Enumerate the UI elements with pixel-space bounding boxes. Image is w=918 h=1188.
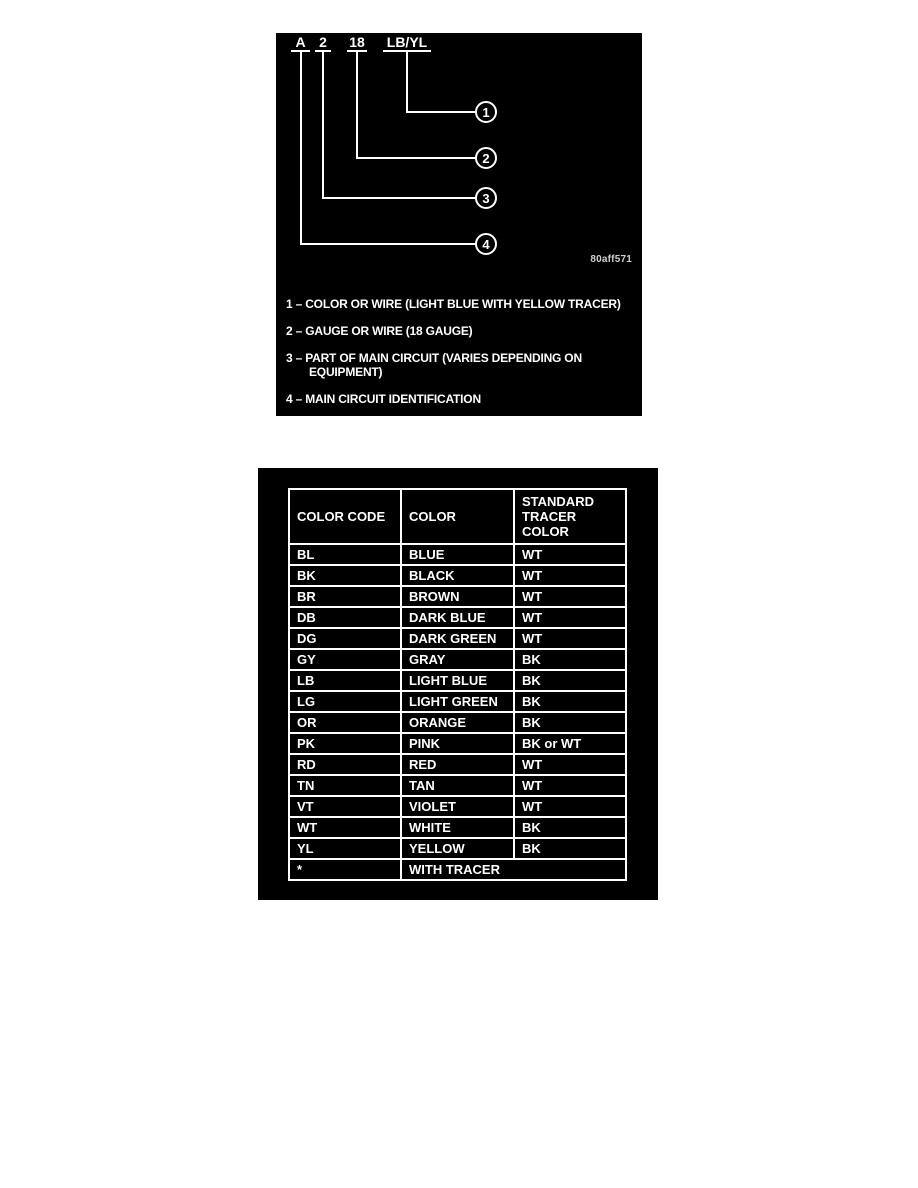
header-color: COLOR xyxy=(401,489,514,544)
legend-item-1: 1 – COLOR OR WIRE (LIGHT BLUE WITH YELLOW TRACER) xyxy=(286,297,621,311)
table-row xyxy=(289,586,626,607)
table-row xyxy=(289,796,626,817)
color-table-header xyxy=(289,489,626,544)
tracer-cell: BK xyxy=(514,838,626,859)
table-row xyxy=(289,649,626,670)
table-row xyxy=(289,733,626,754)
leader-line xyxy=(406,111,475,113)
legend-item-4: 4 – MAIN CIRCUIT IDENTIFICATION xyxy=(286,392,481,406)
callout-3-badge: 3 xyxy=(475,187,497,209)
tracer-cell: WT xyxy=(514,628,626,649)
diagram-legend xyxy=(286,297,638,419)
color-cell: LIGHT GREEN xyxy=(401,691,514,712)
table-row xyxy=(289,775,626,796)
tracer-cell: WT xyxy=(514,544,626,565)
table-row xyxy=(289,712,626,733)
tracer-cell: BK xyxy=(514,817,626,838)
table-row xyxy=(289,838,626,859)
code-cell: WT xyxy=(289,817,401,838)
callout-2-badge: 2 xyxy=(475,147,497,169)
callout-1-badge: 1 xyxy=(475,101,497,123)
table-row xyxy=(289,628,626,649)
color-cell: LIGHT BLUE xyxy=(401,670,514,691)
circuit-id-label: A xyxy=(291,33,310,52)
tracer-cell: WT xyxy=(514,754,626,775)
code-cell: LB xyxy=(289,670,401,691)
leader-line xyxy=(406,52,408,112)
tracer-cell: BK xyxy=(514,670,626,691)
table-row xyxy=(289,817,626,838)
table-row xyxy=(289,670,626,691)
table-row xyxy=(289,691,626,712)
leader-line xyxy=(356,52,358,158)
color-cell: DARK BLUE xyxy=(401,607,514,628)
wire-color-label: LB/YL xyxy=(383,33,431,52)
table-row xyxy=(289,607,626,628)
code-cell: BK xyxy=(289,565,401,586)
color-cell: TAN xyxy=(401,775,514,796)
color-code-table-panel xyxy=(258,468,658,900)
code-cell: RD xyxy=(289,754,401,775)
code-cell: TN xyxy=(289,775,401,796)
color-cell: PINK xyxy=(401,733,514,754)
leader-line xyxy=(322,197,475,199)
leader-line xyxy=(300,52,302,245)
table-row xyxy=(289,544,626,565)
tracer-cell: BK xyxy=(514,691,626,712)
gauge-label: 18 xyxy=(347,33,367,52)
wire-code-diagram-panel xyxy=(276,33,642,416)
leader-line xyxy=(356,157,475,159)
color-cell: BLACK xyxy=(401,565,514,586)
header-row xyxy=(289,489,626,544)
color-cell: DARK GREEN xyxy=(401,628,514,649)
table-row xyxy=(289,565,626,586)
tracer-cell: WT xyxy=(514,775,626,796)
legend-item-2: 2 – GAUGE OR WIRE (18 GAUGE) xyxy=(286,324,473,338)
leader-line xyxy=(322,52,324,198)
figure-id: 80aff571 xyxy=(590,254,632,265)
color-table-footer xyxy=(289,859,626,880)
tracer-cell: BK or WT xyxy=(514,733,626,754)
code-cell: DB xyxy=(289,607,401,628)
circuit-part-label: 2 xyxy=(315,33,331,52)
code-cell: PK xyxy=(289,733,401,754)
color-table-body xyxy=(289,544,626,859)
footer-code-cell: * xyxy=(289,859,401,880)
color-cell: BROWN xyxy=(401,586,514,607)
header-standard-tracer-color: STANDARD TRACER COLOR xyxy=(514,489,626,544)
code-cell: BR xyxy=(289,586,401,607)
legend-item-3: 3 – PART OF MAIN CIRCUIT (VARIES DEPENDING ON EQUIPMENT) xyxy=(286,351,582,379)
tracer-cell: WT xyxy=(514,607,626,628)
color-cell: RED xyxy=(401,754,514,775)
tracer-cell: WT xyxy=(514,586,626,607)
tracer-cell: BK xyxy=(514,649,626,670)
color-cell: YELLOW xyxy=(401,838,514,859)
color-cell: WHITE xyxy=(401,817,514,838)
code-cell: LG xyxy=(289,691,401,712)
code-cell: OR xyxy=(289,712,401,733)
tracer-cell: WT xyxy=(514,565,626,586)
code-cell: YL xyxy=(289,838,401,859)
code-cell: BL xyxy=(289,544,401,565)
color-cell: ORANGE xyxy=(401,712,514,733)
code-cell: VT xyxy=(289,796,401,817)
tracer-cell: WT xyxy=(514,796,626,817)
footer-label-cell: WITH TRACER xyxy=(401,859,626,880)
code-cell: GY xyxy=(289,649,401,670)
leader-line xyxy=(300,243,475,245)
color-code-table xyxy=(288,488,627,881)
code-cell: DG xyxy=(289,628,401,649)
table-row xyxy=(289,754,626,775)
color-cell: GRAY xyxy=(401,649,514,670)
footer-row xyxy=(289,859,626,880)
callout-4-badge: 4 xyxy=(475,233,497,255)
header-color-code: COLOR CODE xyxy=(289,489,401,544)
color-cell: BLUE xyxy=(401,544,514,565)
tracer-cell: BK xyxy=(514,712,626,733)
color-cell: VIOLET xyxy=(401,796,514,817)
